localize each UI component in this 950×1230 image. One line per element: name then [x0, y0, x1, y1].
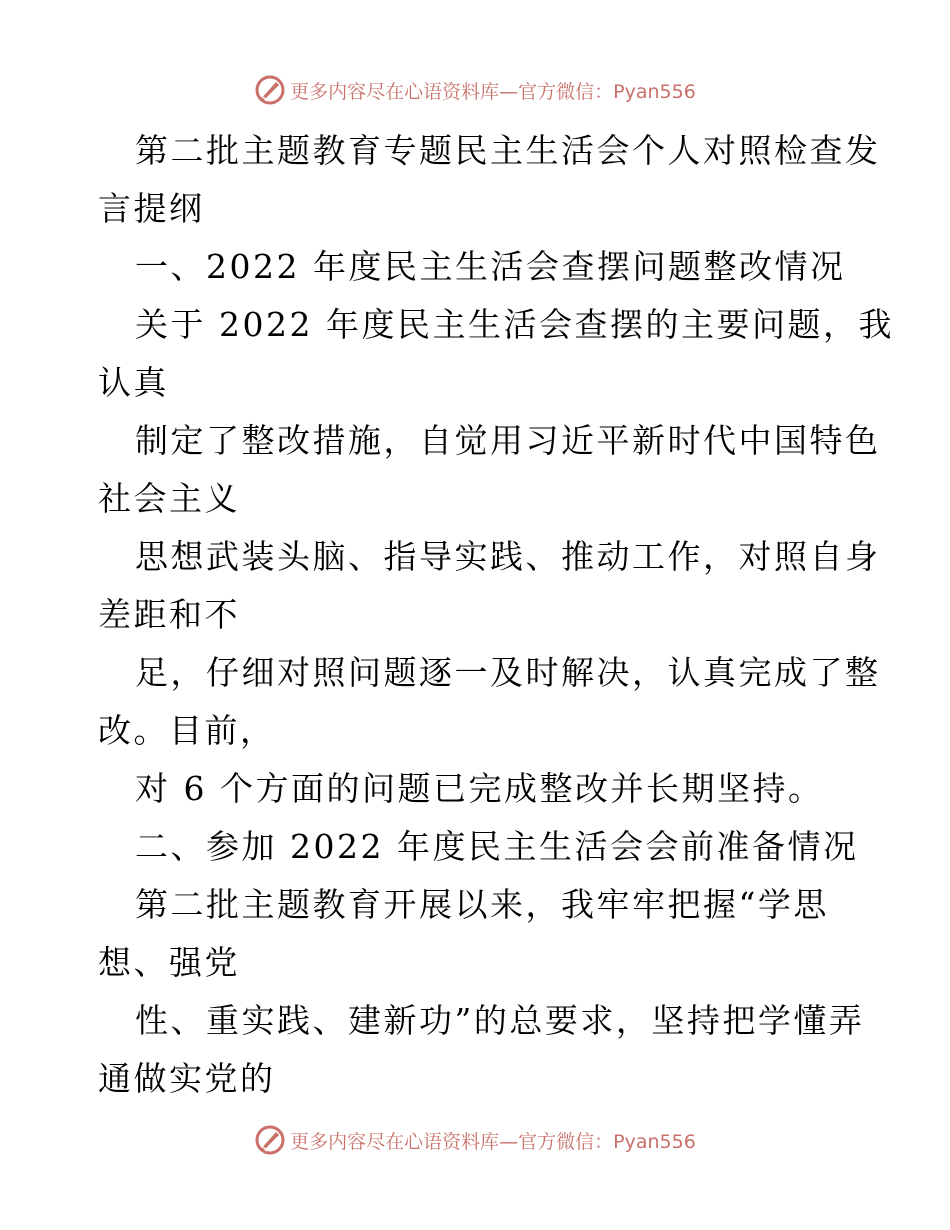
watermark-text: 更多内容尽在心语资料库—官方微信：Pyan556: [290, 80, 696, 103]
document-body: [98, 122, 894, 1108]
header-watermark-banner: [0, 70, 950, 110]
text-line: 足，仔细对照问题逐一及时解决，认真完成了整: [135, 653, 881, 692]
text-line: 第二批主题教育开展以来，我牢牢把握“学思: [135, 885, 829, 924]
footer-watermark-banner: [0, 1120, 950, 1160]
text-line: 想、强党: [98, 943, 240, 982]
text-line: 言提纲: [98, 189, 205, 228]
text-line: 改。目前，: [98, 711, 276, 750]
text-line: 关于 2022 年度民主生活会查摆的主要问题，我: [135, 305, 894, 344]
text-line: 差距和不: [98, 595, 240, 634]
section-heading: 一、2022 年度民主生活会查摆问题整改情况: [135, 247, 846, 286]
text-line: 社会主义: [98, 479, 240, 518]
text-line: 通做实党的: [98, 1059, 276, 1098]
section-heading: 二、参加 2022 年度民主生活会会前准备情况: [135, 827, 859, 866]
text-line: 思想武装头脑、指导实践、推动工作，对照自身: [135, 537, 881, 576]
feather-pen-logo-icon: [254, 74, 286, 106]
watermark-text: 更多内容尽在心语资料库—官方微信：Pyan556: [290, 1130, 696, 1153]
feather-pen-logo-icon: [254, 1124, 286, 1156]
text-line: 第二批主题教育专题民主生活会个人对照检查发: [135, 131, 881, 170]
text-line: 认真: [98, 363, 169, 402]
text-line: 性、重实践、建新功”的总要求，坚持把学懂弄: [135, 1001, 865, 1040]
text-line: 制定了整改措施，自觉用习近平新时代中国特色: [135, 421, 881, 460]
text-line: 对 6 个方面的问题已完成整改并长期坚持。: [135, 769, 824, 808]
